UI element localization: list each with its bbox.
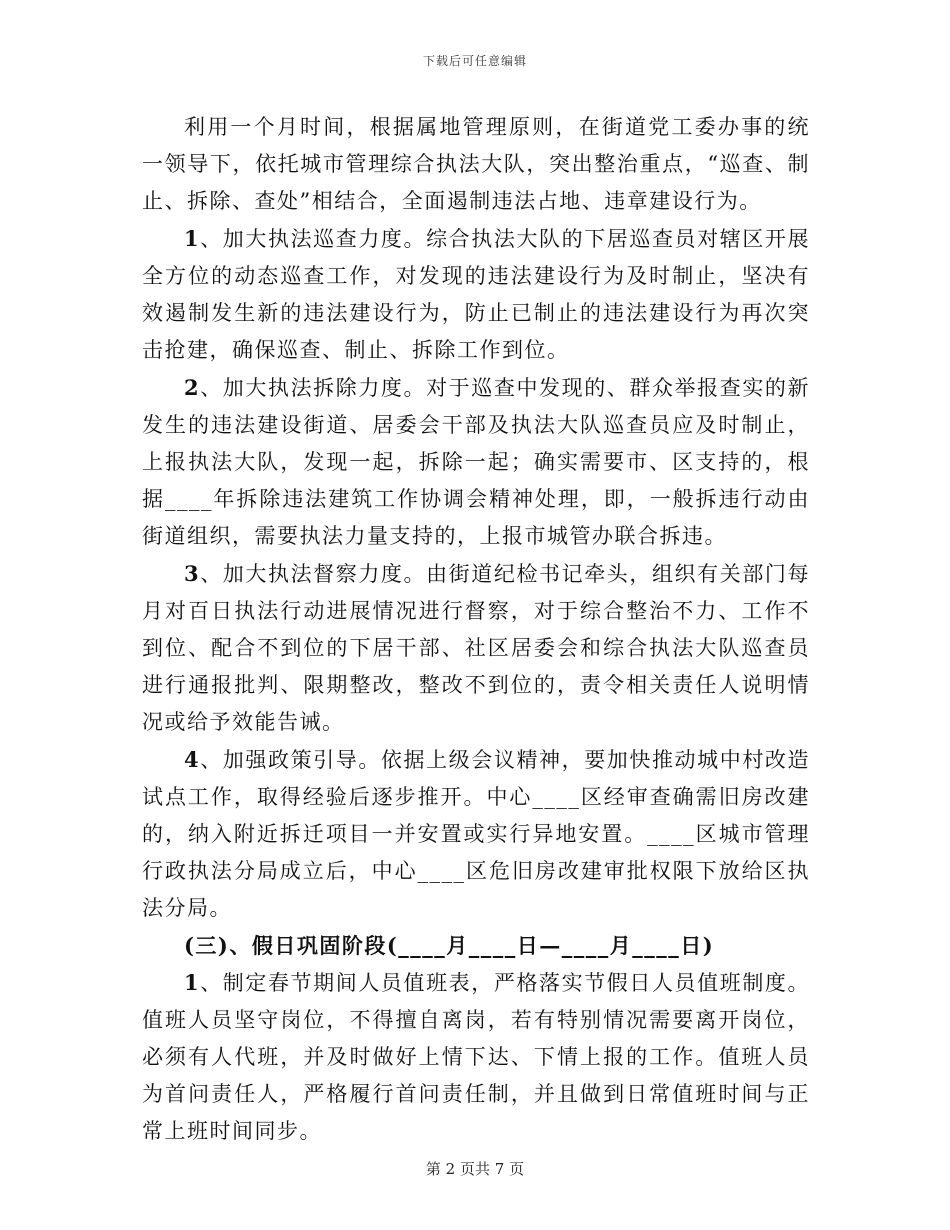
section-heading: (三)、假日巩固阶段(____月____日—____月____日) <box>184 933 715 958</box>
item-paragraph-2 <box>142 369 810 555</box>
page-footer: 第 2 页共 7 页 <box>425 1160 525 1178</box>
item-paragraph-4 <box>142 741 810 927</box>
paragraph-text: 、加大执法巡查力度。综合执法大队的下居巡查员对辖区开展全方位的动态巡查工作，对发现的违法建设行为及时制止，坚决有效遏制发生新的违法建设行为，防止已制止的违法建设行为再次突击抢建，确保巡查、制止、拆除工作到位。 <box>142 227 810 362</box>
holiday-item-paragraph-1 <box>142 964 810 1150</box>
paragraph-text: 、加强政策引导。依据上级会议精神，要加快推动城中村改造试点工作，取得经验后逐步推开。中心____区经审查确需旧房改建的，纳入附近拆迁项目一并安置或实行异地安置。____区城市管理行政执法分局成立后，中心____区危旧房改建审批权限下放给区执法分局。 <box>142 748 810 920</box>
paragraph-number: 4 <box>184 747 201 772</box>
paragraph-text: 利用一个月时间，根据属地管理原则，在街道党工委办事的统一领导下，依托城市管理综合执法大队，突出整治重点，“巡查、制止、拆除、查处”相结合，全面遏制违法占地、违章建设行为。 <box>142 115 810 213</box>
paragraph-text: 、制定春节期间人员值班表，严格落实节假日人员值班制度。值班人员坚守岗位，不得擅自离岗，若有特别情况需要离开岗位，必须有人代班，并及时做好上情下达、下情上报的工作。值班人员为首问责任人，严格履行首问责任制，并且做到日常值班时间与正常上班时间同步。 <box>142 971 810 1143</box>
paragraph-number: 3 <box>184 561 201 586</box>
paragraph-text: 、加大执法拆除力度。对于巡查中发现的、群众举报查实的新发生的违法建设街道、居委会干部及执法大队巡查员应及时制止，上报执法大队，发现一起，拆除一起；确实需要市、区支持的，根据____年拆除违法建筑工作协调会精神处理，即，一般拆违行动由街道组织，需要执法力量支持的，上报市城管办联合拆违。 <box>142 376 810 548</box>
paragraph-number: 1 <box>184 970 201 995</box>
paragraph-text: 、加大执法督察力度。由街道纪检书记牵头，组织有关部门每月对百日执法行动进展情况进行督察，对于综合整治不力、工作不到位、配合不到位的下居干部、社区居委会和综合执法大队巡查员进行通报批判、限期整改，整改不到位的，责令相关责任人说明情况或给予效能告诫。 <box>142 562 810 734</box>
item-paragraph-3 <box>142 555 810 741</box>
document-body <box>142 108 810 1150</box>
page-header: 下载后可任意编辑 <box>422 54 527 68</box>
paragraph-number: 2 <box>184 375 201 400</box>
paragraph-number: 1 <box>184 226 201 251</box>
intro-paragraph <box>142 108 810 220</box>
item-paragraph-1 <box>142 220 810 369</box>
